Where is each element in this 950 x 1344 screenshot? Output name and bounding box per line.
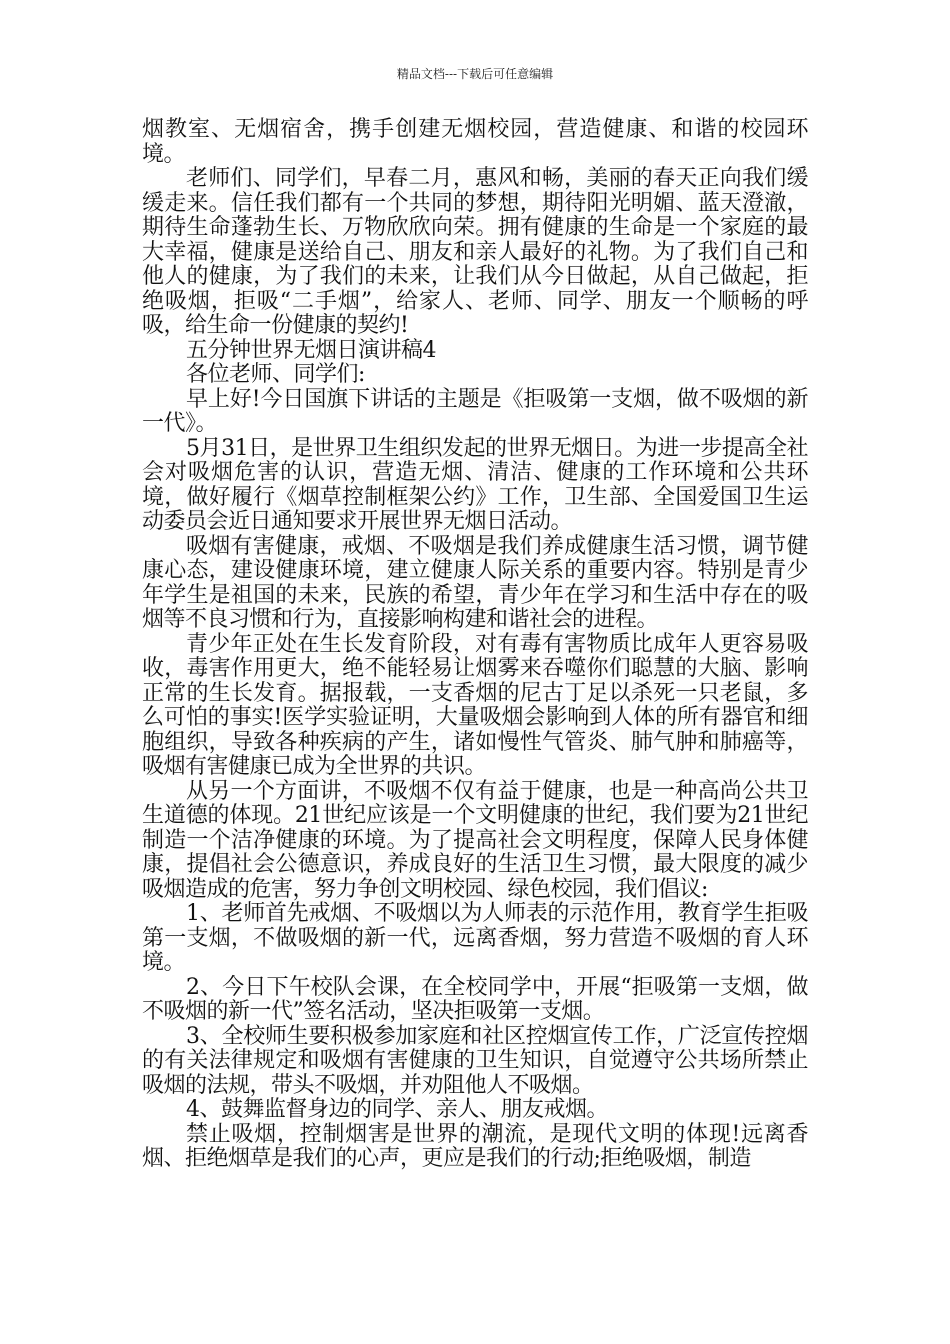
proposal-item: 3、全校师生要积极参加家庭和社区控烟宣传工作，广泛宣传控烟的有关法律规定和吸烟有害健康的卫生知识，自觉遵守公共场所禁止吸烟的法规，带头不吸烟，并劝阻他人不吸烟。 — [142, 1023, 808, 1098]
proposal-item: 4、鼓舞监督身边的同学、亲人、朋友戒烟。 — [186, 1097, 608, 1122]
salutation: 各位老师、同学们: — [186, 362, 365, 387]
proposal-item: 2、今日下午校队会课，在全校同学中，开展“拒吸第一支烟，做不吸烟的新一代”签名活动，坚决拒吸第一支烟。 — [142, 974, 808, 1024]
paragraph: 烟教室、无烟宿舍，携手创建无烟校园，营造健康、和谐的校园环境。 — [142, 117, 808, 167]
paragraph: 从另一个方面讲，不吸烟不仅有益于健康，也是一种高尚公共卫生道德的体现。21世纪应该是一个文明健康的世纪，我们要为21世纪制造一个洁净健康的环境。为了提高社会文明程度，保障人民身体健康，提倡社会公德意识，养成良好的生活卫生习惯，最大限度的减少吸烟造成的危害，努力争创文明校园、绿色校园，我们倡议: — [142, 778, 808, 902]
document-body — [142, 118, 808, 1172]
page-header: 精品文档---下载后可任意编辑 — [396, 67, 554, 81]
paragraph: 老师们、同学们，早春二月，惠风和畅，美丽的春天正向我们缓缓走来。信任我们都有一个共同的梦想，期待阳光明媚、蓝天澄澈，期待生命蓬勃生长、万物欣欣向荣。拥有健康的生命是一个家庭的最大幸福，健康是送给自己、朋友和亲人最好的礼物。为了我们自己和他人的健康，为了我们的未来，让我们从今日做起，从自己做起，拒绝吸烟，拒吸“二手烟”，给家人、老师、同学、朋友一个顺畅的呼吸，给生命一份健康的契约! — [142, 166, 808, 338]
proposal-item: 1、老师首先戒烟、不吸烟以为人师表的示范作用，教育学生拒吸第一支烟，不做吸烟的新一代，远离香烟，努力营造不吸烟的育人环境。 — [142, 901, 808, 975]
section-title: 五分钟世界无烟日演讲稿4 — [186, 337, 436, 363]
paragraph: 早上好!今日国旗下讲话的主题是《拒吸第一支烟，做不吸烟的新一代》。 — [142, 386, 808, 436]
paragraph: 青少年正处在生长发育阶段，对有毒有害物质比成年人更容易吸收，毒害作用更大，绝不能轻易让烟雾来吞噬你们聪慧的大脑、影响正常的生长发育。据报载，一支香烟的尼古丁足以杀死一只老鼠，多么可怕的事实!医学实验证明，大量吸烟会影响到人体的所有器官和细胞组织，导致各种疾病的产生，诸如慢性气管炎、肺气肿和肺癌等，吸烟有害健康已成为全世界的共识。 — [142, 631, 808, 779]
paragraph: 禁止吸烟，控制烟害是世界的潮流，是现代文明的体现!远离香烟、拒绝烟草是我们的心声，更应是我们的行动;拒绝吸烟，制造 — [142, 1121, 808, 1171]
paragraph: 吸烟有害健康，戒烟、不吸烟是我们养成健康生活习惯，调节健康心态，建设健康环境，建立健康人际关系的重要内容。特别是青少年学生是祖国的未来，民族的希望，青少年在学习和生活中存在的吸烟等不良习惯和行为，直接影响构建和谐社会的进程。 — [142, 533, 808, 632]
paragraph: 5月31日，是世界卫生组织发起的世界无烟日。为进一步提高全社会对吸烟危害的认识，营造无烟、清洁、健康的工作环境和公共环境，做好履行《烟草控制框架公约》工作，卫生部、全国爱国卫生运动委员会近日通知要求开展世界无烟日活动。 — [142, 435, 808, 534]
